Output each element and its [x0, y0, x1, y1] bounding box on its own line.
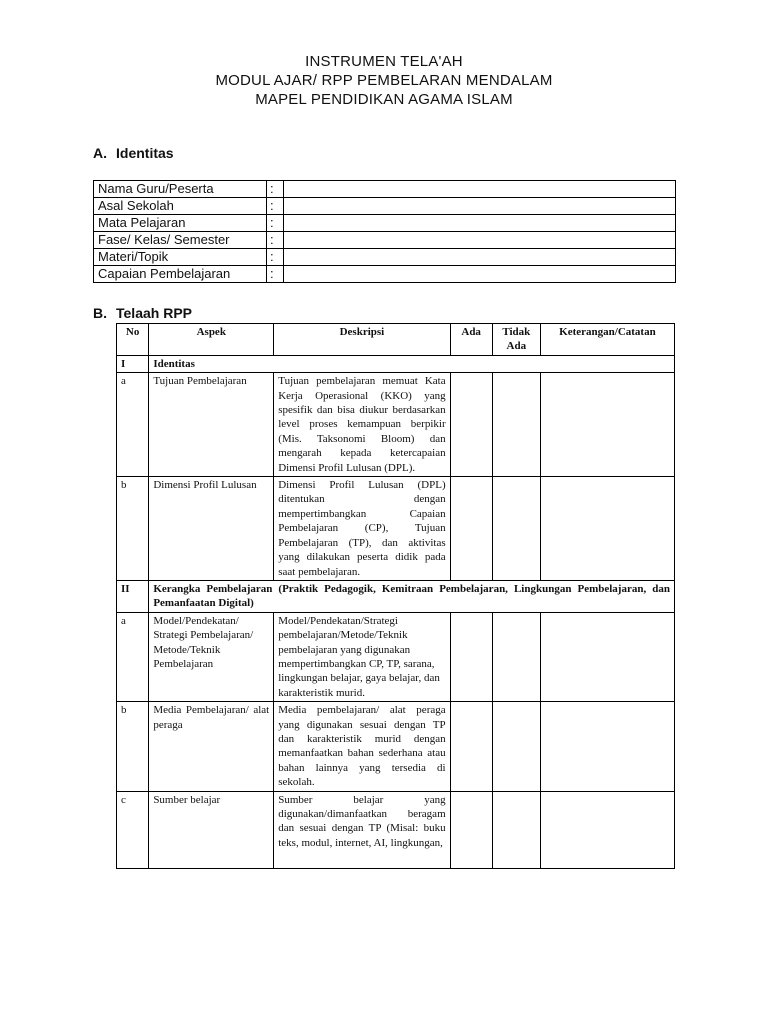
identity-value-field[interactable]	[284, 181, 676, 198]
tidak-ada-cell[interactable]	[492, 791, 540, 868]
table-row	[117, 791, 675, 868]
item-deskripsi-text: Sumber belajar yang digunakan/dimanfaatkan beragam dan sesuai dengan TP (Misal: buku teks, modul, internet, AI, lingkungan,	[278, 793, 446, 849]
identity-label: Mata Pelajaran	[94, 215, 267, 232]
item-deskripsi: Media pembelajaran/ alat peraga yang digunakan sesuai dengan TP dan karakteristik murid dengan memanfaatkan bahan sederhana atau bahan lainnya yang tersedia di sekolah.	[274, 702, 450, 791]
ada-cell[interactable]	[450, 612, 492, 701]
item-aspek: Model/Pendekatan/ Strategi Pembelajaran/ Metode/Teknik Pembelajaran	[149, 612, 274, 701]
title-line-2: MODUL AJAR/ RPP PEMBELARAN MENDALAM	[215, 72, 553, 89]
identity-value-field[interactable]	[284, 249, 676, 266]
section-b-heading	[93, 305, 192, 321]
table-row	[117, 373, 675, 477]
identity-value-field[interactable]	[284, 232, 676, 249]
identity-row	[94, 198, 676, 215]
identity-label: Fase/ Kelas/ Semester	[94, 232, 267, 249]
item-deskripsi: Tujuan pembelajaran memuat Kata Kerja Operasional (KKO) yang spesifik dan bisa diukur berdasarkan level proses kemampuan berpikir (Mis. Taksonomi Bloom) dan mengarah kepada ketercapaian Dimensi Profil Lulusan (DPL).	[274, 373, 450, 477]
keterangan-cell[interactable]	[540, 702, 674, 791]
section-number: II	[117, 580, 149, 612]
identity-table	[93, 180, 676, 283]
header-deskripsi: Deskripsi	[274, 324, 450, 356]
section-title: Kerangka Pembelajaran (Praktik Pedagogik, Kemitraan Pembelajaran, Lingkungan Pembelajaran, dan Pemanfaatan Digital)	[149, 580, 675, 612]
tidak-ada-cell[interactable]	[492, 373, 540, 477]
ada-cell[interactable]	[450, 477, 492, 581]
tidak-ada-cell[interactable]	[492, 477, 540, 581]
section-row	[117, 355, 675, 372]
tidak-ada-cell[interactable]	[492, 612, 540, 701]
identity-colon: :	[267, 249, 284, 266]
section-b-number: B.	[93, 305, 107, 321]
table-header-row	[117, 324, 675, 356]
identity-row	[94, 249, 676, 266]
item-number: b	[117, 702, 149, 791]
header-keterangan: Keterangan/Catatan	[540, 324, 674, 356]
keterangan-cell[interactable]	[540, 791, 674, 868]
identity-row	[94, 181, 676, 198]
title-line-3: MAPEL PENDIDIKAN AGAMA ISLAM	[255, 91, 513, 108]
header-ada: Ada	[450, 324, 492, 356]
title-line-1: INSTRUMEN TELA'AH	[305, 53, 463, 70]
item-aspek: Sumber belajar	[149, 791, 274, 868]
identity-value-field[interactable]	[284, 215, 676, 232]
keterangan-cell[interactable]	[540, 612, 674, 701]
section-number: I	[117, 355, 149, 372]
identity-colon: :	[267, 198, 284, 215]
item-aspek: Media Pembelajaran/ alat peraga	[149, 702, 274, 791]
table-row	[117, 702, 675, 791]
item-aspek: Tujuan Pembelajaran	[149, 373, 274, 477]
item-number: a	[117, 373, 149, 477]
table-row	[117, 612, 675, 701]
section-title: Identitas	[149, 355, 675, 372]
identity-value-field[interactable]	[284, 198, 676, 215]
item-deskripsi: Dimensi Profil Lulusan (DPL) ditentukan dengan mempertimbangkan Capaian Pembelajaran (CP), Tujuan Pembelajaran (TP), dan aktivitas yang dilakukan peserta didik pada saat pembelajaran.	[274, 477, 450, 581]
item-number: b	[117, 477, 149, 581]
item-deskripsi	[274, 791, 450, 868]
section-a-heading	[93, 145, 174, 161]
keterangan-cell[interactable]	[540, 373, 674, 477]
keterangan-cell[interactable]	[540, 477, 674, 581]
section-row	[117, 580, 675, 612]
section-a-number: A.	[93, 145, 107, 161]
rpp-review-table	[116, 323, 675, 869]
identity-colon: :	[267, 215, 284, 232]
item-aspek: Dimensi Profil Lulusan	[149, 477, 274, 581]
identity-row	[94, 215, 676, 232]
ada-cell[interactable]	[450, 373, 492, 477]
identity-colon: :	[267, 232, 284, 249]
identity-row	[94, 232, 676, 249]
item-number: a	[117, 612, 149, 701]
ada-cell[interactable]	[450, 702, 492, 791]
identity-row	[94, 266, 676, 283]
identity-value-field[interactable]	[284, 266, 676, 283]
section-b-title: Telaah RPP	[116, 305, 192, 321]
identity-label: Capaian Pembelajaran	[94, 266, 267, 283]
header-no: No	[117, 324, 149, 356]
identity-label: Materi/Topik	[94, 249, 267, 266]
document-title	[0, 52, 768, 109]
identity-colon: :	[267, 181, 284, 198]
identity-label: Asal Sekolah	[94, 198, 267, 215]
tidak-ada-cell[interactable]	[492, 702, 540, 791]
ada-cell[interactable]	[450, 791, 492, 868]
section-a-title: Identitas	[116, 145, 174, 161]
identity-colon: :	[267, 266, 284, 283]
item-number: c	[117, 791, 149, 868]
identity-label: Nama Guru/Peserta	[94, 181, 267, 198]
table-row	[117, 477, 675, 581]
header-aspek: Aspek	[149, 324, 274, 356]
item-deskripsi: Model/Pendekatan/Strategi pembelajaran/Metode/Teknik pembelajaran yang digunakan mempertimbangkan CP, TP, sarana, lingkungan belajar, gaya belajar, dan karakteristik murid.	[274, 612, 450, 701]
header-tidak-ada: Tidak Ada	[492, 324, 540, 356]
